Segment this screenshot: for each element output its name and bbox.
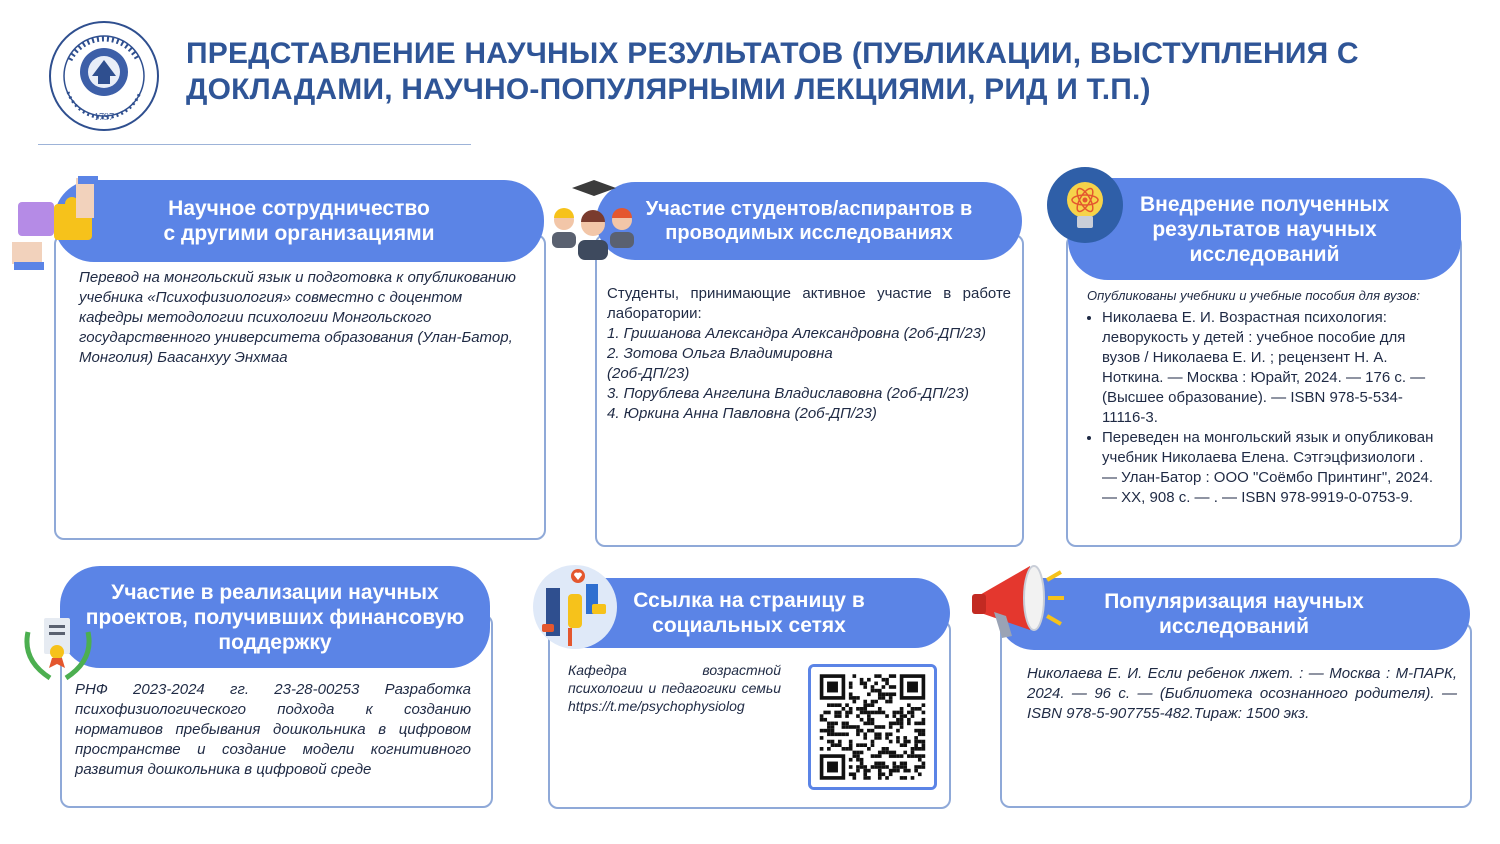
puzzle-hands-icon	[6, 172, 110, 276]
implementation-heading: Внедрение полученных результатов научных исследований	[1068, 178, 1461, 280]
publication-item: • Переведен на монгольский язык и опубликован учебник Николаева Елена. Сэтгэцфизиологи . — Улан-Батор : ООО "Соёмбо Принтинг", 2024. — XX, 908 с. — . — ISBN 978-9919-0-0753-9.	[1102, 428, 1441, 508]
implementation-intro: Опубликованы учебники и учебные пособия для вузов:	[1087, 288, 1421, 303]
student-item: 1. Гришанова Александра Александровна (2об-ДП/23)	[607, 325, 986, 342]
page-title: ПРЕДСТАВЛЕНИЕ НАУЧНЫХ РЕЗУЛЬТАТОВ (ПУБЛИКАЦИИ, ВЫСТУПЛЕНИЯ С ДОКЛАДАМИ, НАУЧНО-ПОПУЛЯРНЫМИ ЛЕКЦИЯМИ, РИД И Т.П.)	[186, 37, 1359, 106]
funded-projects-text: РНФ 2023-2024 гг. 23-28-00253 Разработка психофизиологического подхода к созданию нормативов пребывания дошкольника в цифровом пространстве и создание модели когнитивного развития дошкольника в цифровой среде	[75, 681, 471, 778]
megaphone-icon	[968, 556, 1068, 646]
publication-list	[1087, 308, 1441, 508]
student-item: 3. Порублева Ангелина Владиславовна (2об-ДП/23)	[607, 385, 969, 402]
publication-item: • Николаева Е. И. Возрастная психология: леворукость у детей : учебное пособие для вузов / Николаева Е. И. ; рецензент Н. А. Ноткина. — Москва : Юрайт, 2024. — 176 с. — (Высшее образование). — ISBN 978-5-534-11116-3.	[1102, 308, 1441, 428]
cooperation-text: Перевод на монгольский язык и подготовка к опубликованию учебника «Психофизиология» совместно с доцентом кафедры методологии психологии Монгольского государственного университета образования (Улан-Батор, Монголия) Баасанхуу Энхмаа	[79, 269, 516, 366]
student-item: 2. Зотова Ольга Владимировна (2об-ДП/23)	[607, 345, 833, 382]
title-divider	[38, 144, 471, 145]
logo-year: 1797	[94, 112, 114, 123]
popularization-heading: Популяризация научных исследований	[998, 578, 1470, 650]
social-media-icon	[532, 564, 618, 650]
qr-code-frame[interactable]	[808, 664, 937, 790]
cooperation-heading: Научное сотрудничество с другими организациями	[54, 180, 544, 262]
students-heading: Участие студентов/аспирантов в проводимых исследованиях	[596, 182, 1022, 260]
students-text	[607, 284, 1011, 424]
social-text[interactable]: Кафедра возрастной психологии и педагогики семьи https://t.me/psychophysiolog	[568, 662, 781, 714]
students-intro: Студенты, принимающие активное участие в работе лаборатории:	[607, 285, 1011, 322]
certificate-laurel-icon	[20, 612, 96, 688]
lightbulb-atom-icon	[1046, 166, 1124, 244]
social-heading: Ссылка на страницу в социальных сетях	[548, 578, 950, 648]
students-group-icon	[548, 178, 638, 262]
university-seal-logo	[48, 20, 160, 132]
popularization-text: Николаева Е. И. Если ребенок лжет. : — Москва : М-ПАРК, 2024. — 96 с. — (Библиотека осознанного родителя). — ISBN 978-5-907755-482.Тираж: 1500 экз.	[1027, 665, 1457, 722]
implementation-text	[1087, 288, 1441, 508]
qr-code-icon[interactable]	[811, 667, 934, 787]
funded-projects-heading: Участие в реализации научных проектов, получивших финансовую поддержку	[60, 566, 490, 668]
student-item: 4. Юркина Анна Павловна (2об-ДП/23)	[607, 405, 877, 422]
